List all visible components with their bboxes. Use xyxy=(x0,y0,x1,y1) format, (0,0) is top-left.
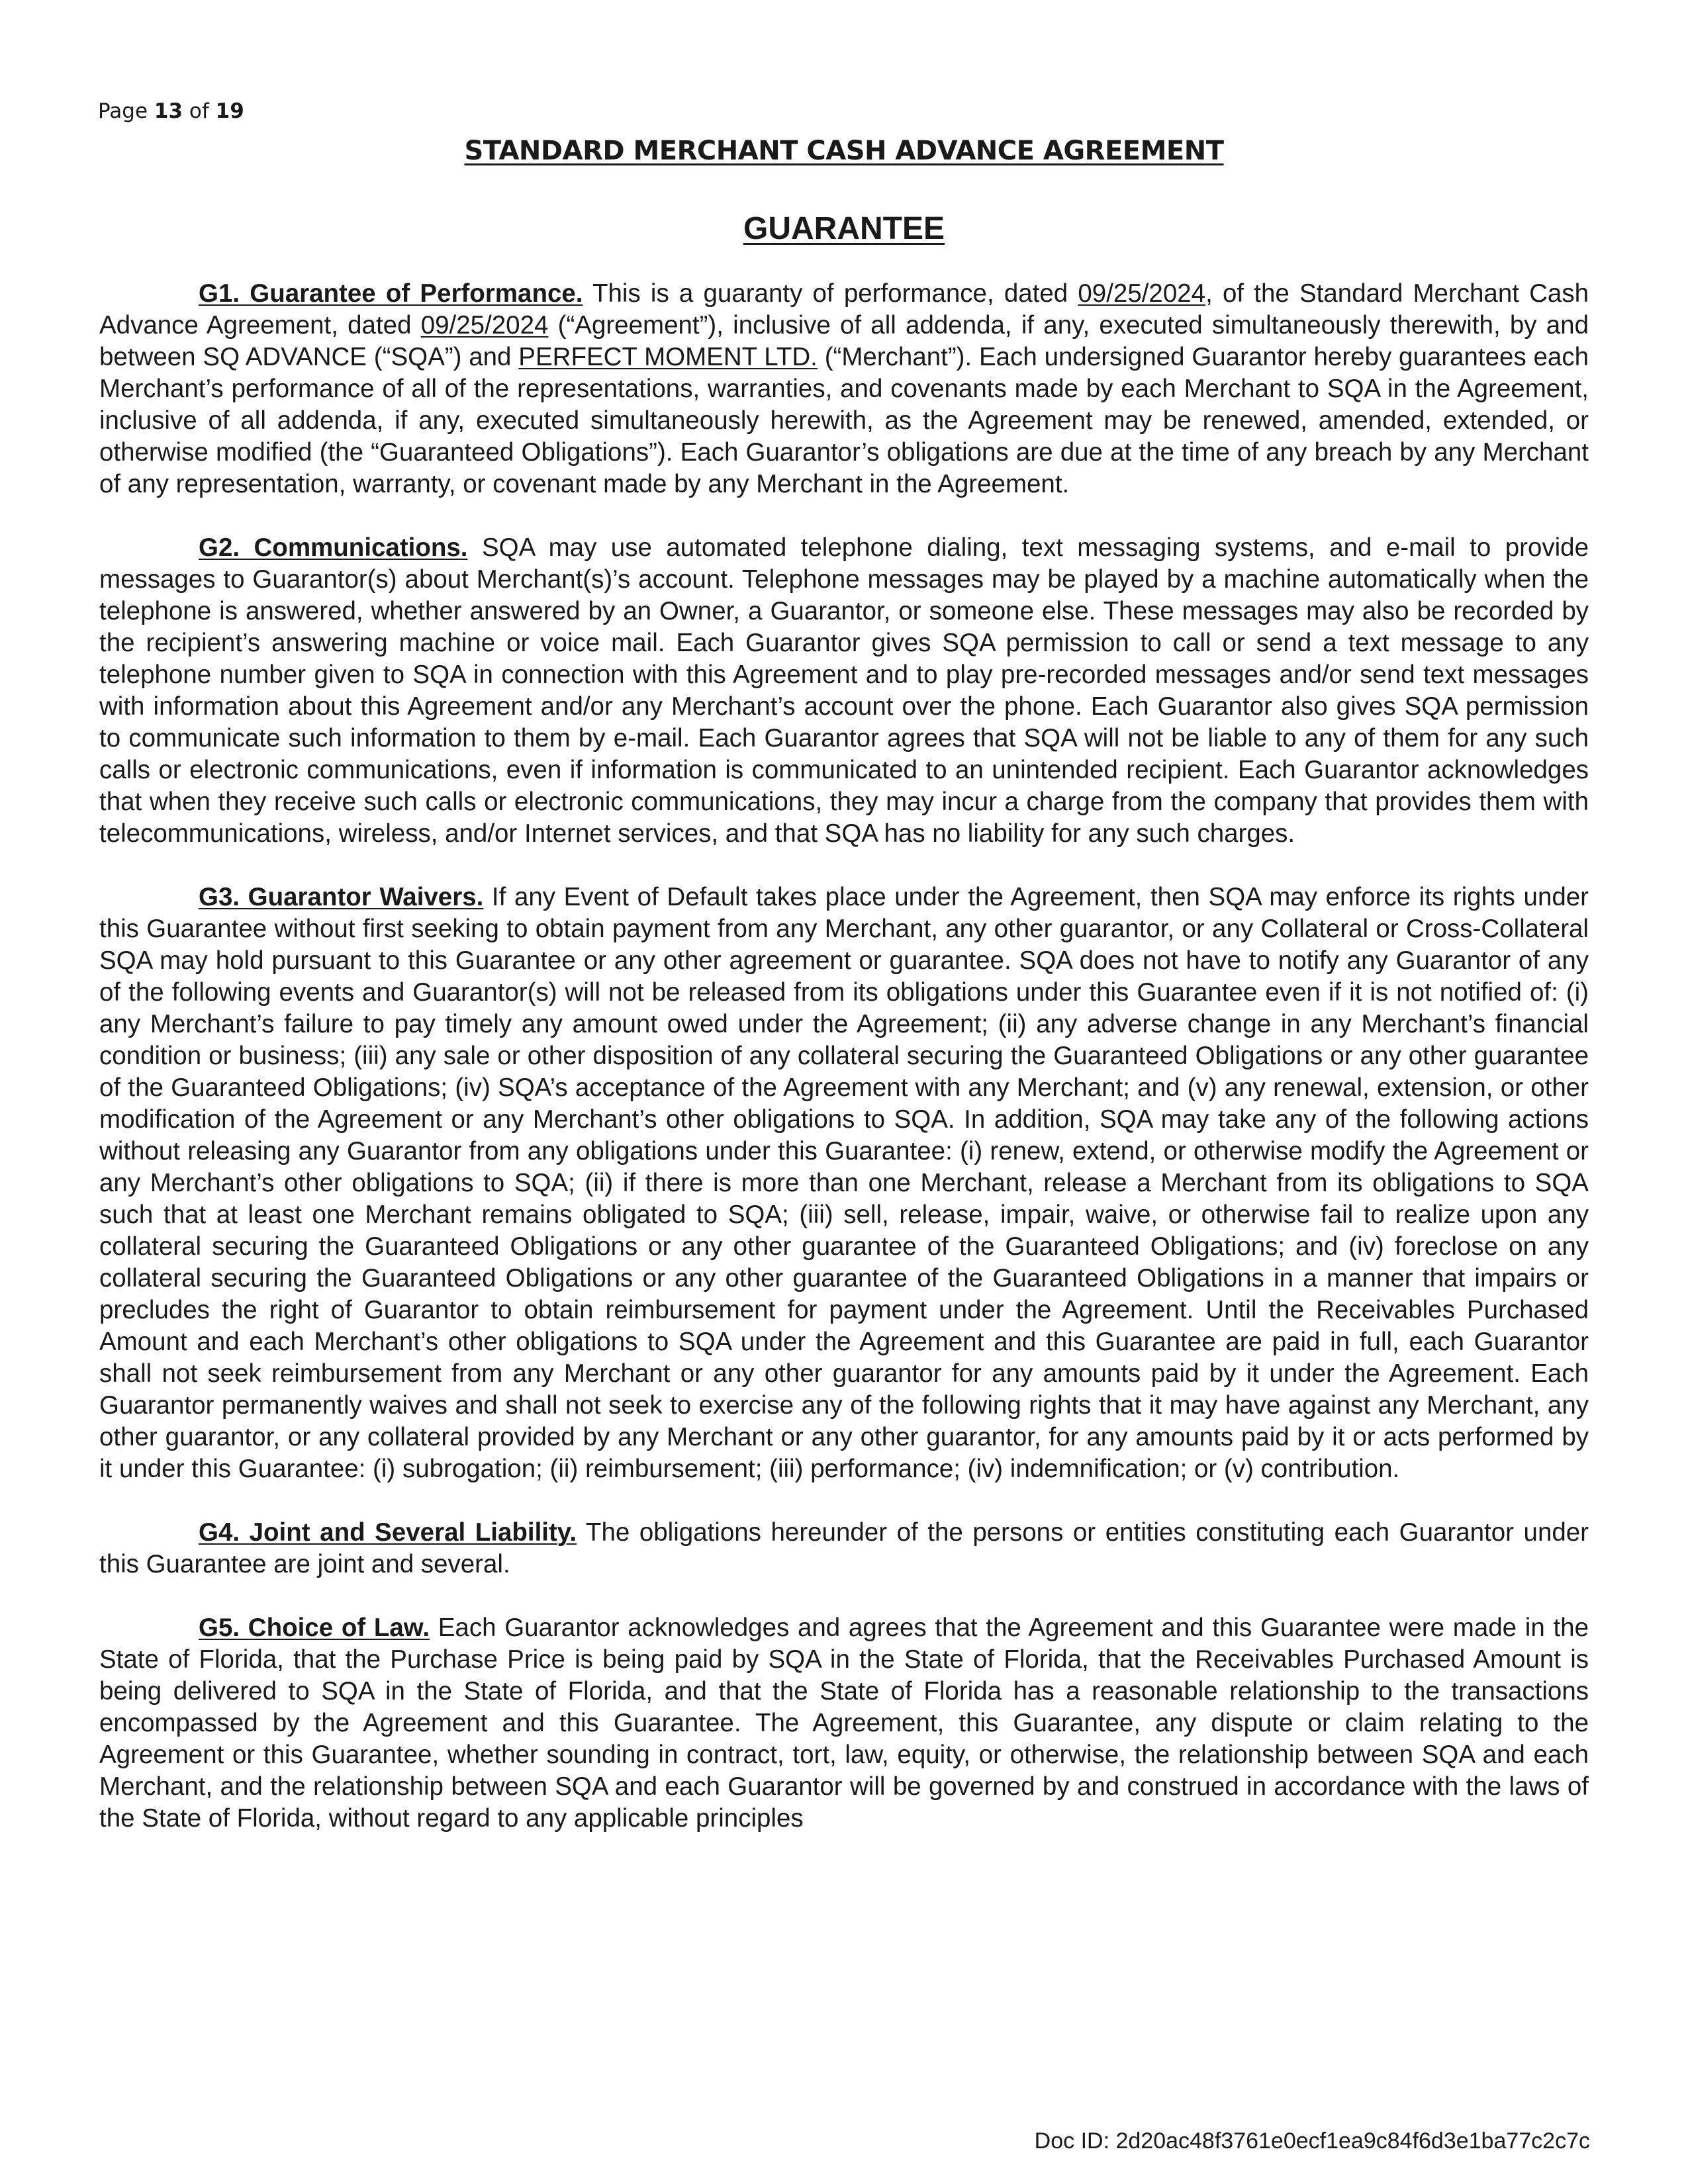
clause-heading: G1. Guarantee of Performance. xyxy=(199,279,583,308)
page-word: Page xyxy=(98,99,148,123)
doc-id: Doc ID: 2d20ac48f3761e0ecf1ea9c84f6d3e1ba77c2c7c xyxy=(1034,2128,1590,2154)
clause-text: If any Event of Default takes place under the Agreement, then SQA may enforce its rights under this Guarantee without first seeking to obtain payment from any Merchant, any other guarantor, or any Collateral or Cross-Collateral SQA may hold pursuant to this Guarantee or any other agreement or guarantee. SQA does not have to notify any Guarantor of any of the following events and Guarantor(s) will not be released from its obligations under this Guarantee even if it is not notified of: (i) any Merchant’s failure to pay timely any amount owed under the Agreement; (ii) any adverse change in any Merchant’s financial condition or business; (iii) any sale or other disposition of any collateral securing the Guaranteed Obligations or any other guarantee of the Guaranteed Obligations; (iv) SQA’s acceptance of the Agreement with any Merchant; and (v) any renewal, extension, or other modification of the Agreement or any Merchant’s other obligations to SQA. In addition, SQA may take any of the following actions without releasing any Guarantor from any obligations under this Guarantee: (i) renew, extend, or otherwise modify the Agreement or any Merchant’s other obligations to SQA; (ii) if there is more than one Merchant, release a Merchant from its obligations to SQA such that at least one Merchant remains obligated to SQA; (iii) sell, release, impair, waive, or otherwise fail to realize upon any collateral securing the Guaranteed Obligations or any other guarantee of the Guaranteed Obligations; and (iv) foreclose on any collateral securing the Guaranteed Obligations or any other guarantee of the Guaranteed Obligations in a manner that impairs or precludes the right of Guarantor to obtain reimbursement for payment under the Agreement. Until the Receivables Purchased Amount and each Merchant’s other obligations to SQA under the Agreement and this Guarantee are paid in full, each Guarantor shall not seek reimbursement from any Merchant or any other guarantor for any amounts paid by it under the Agreement. Each Guarantor permanently waives and shall not seek to exercise any of the following rights that it may have against any Merchant, any other guarantor, or any collateral provided by any Merchant or any other guarantor, for any amounts paid by it or acts performed by it under this Guarantee: (i) subrogation; (ii) reimbursement; (iii) performance; (iv) indemnification; or (v) contribution. xyxy=(99,883,1589,1483)
page-of: of xyxy=(189,99,209,123)
clause-heading: G4. Joint and Several Liability. xyxy=(199,1518,577,1547)
clause-text: SQA may use automated telephone dialing, text messaging systems, and e-mail to provide messages to Guarantor(s) about Merchant(s)’s account. Telephone messages may be played by a machine automatically when the telephone is answered, whether answered by an Owner, a Guarantor, or someone else. These messages may also be recorded by the recipient’s answering machine or voice mail. Each Guarantor gives SQA permission to call or send a text message to any telephone number given to SQA in connection with this Agreement and to play pre-recorded messages and/or send text messages with information about this Agreement and/or any Merchant’s account over the phone. Each Guarantor also gives SQA permission to communicate such information to them by e-mail. Each Guarantor agrees that SQA will not be liable to any of them for any such calls or electronic communications, even if information is communicated to an unintended recipient. Each Guarantor acknowledges that when they receive such calls or electronic communications, they may incur a charge from the company that provides them with telecommunications, wireless, and/or Internet services, and that SQA has no liability for any such charges. xyxy=(99,533,1589,848)
clause-heading: G2. Communications. xyxy=(199,533,468,562)
clause-text: Each Guarantor acknowledges and agrees that the Agreement and this Guarantee were made in the State of Florida, that the Purchase Price is being paid by SQA in the State of Florida, that the Receivables Purchased Amount is being delivered to SQA in the State of Florida, and that the State of Florida has a reasonable relationship to the transactions encompassed by the Agreement and this Guarantee. The Agreement, this Guarantee, any dispute or claim relating to the Agreement or this Guarantee, whether sounding in contract, tort, law, equity, or otherwise, the relationship between SQA and each Merchant, and the relationship between SQA and each Guarantor will be governed by and construed in accordance with the laws of the State of Florida, without regard to any applicable principles xyxy=(99,1614,1589,1833)
agreement-date: 09/25/2024 xyxy=(420,311,549,340)
clause-heading: G5. Choice of Law. xyxy=(199,1614,430,1642)
clause-g2 xyxy=(99,532,1589,850)
document-body xyxy=(99,278,1589,1866)
clause-text: (“Agreement”), inclusive of all addenda, if any, executed simultaneously therewith, by and between SQ ADVANCE (“SQA”) and xyxy=(99,311,1589,371)
merchant-name: PERFECT MOMENT LTD. xyxy=(518,343,818,371)
clause-heading: G3. Guarantor Waivers. xyxy=(199,883,484,911)
clause-text: This is a guaranty of performance, dated xyxy=(583,279,1078,308)
clause-text: , of the Standard Merchant Cash Advance Agreement, dated xyxy=(99,279,1589,340)
guarantee-date: 09/25/2024 xyxy=(1078,279,1206,308)
page-number xyxy=(98,99,244,123)
page-total: 19 xyxy=(215,99,244,123)
clause-g1 xyxy=(99,278,1589,500)
clause-text: (“Merchant”). Each undersigned Guarantor hereby guarantees each Merchant’s performance of all of the representations, warranties, and covenants made by each Merchant to SQA in the Agreement, inclusive of all addenda, if any, executed simultaneously herewith, as the Agreement may be renewed, amended, extended, or otherwise modified (the “Guaranteed Obligations”). Each Guarantor’s obligations are due at the time of any breach by any Merchant of any representation, warranty, or covenant made by any Merchant in the Agreement. xyxy=(99,343,1589,498)
clause-g4 xyxy=(99,1517,1589,1580)
clause-g5 xyxy=(99,1612,1589,1835)
clause-g3 xyxy=(99,882,1589,1485)
section-title: GUARANTEE xyxy=(743,211,945,246)
clause-text: The obligations hereunder of the persons or entities constituting each Guarantor under this Guarantee are joint and several. xyxy=(99,1518,1589,1578)
page-current: 13 xyxy=(154,99,183,123)
document-title: STANDARD MERCHANT CASH ADVANCE AGREEMENT xyxy=(464,136,1224,166)
